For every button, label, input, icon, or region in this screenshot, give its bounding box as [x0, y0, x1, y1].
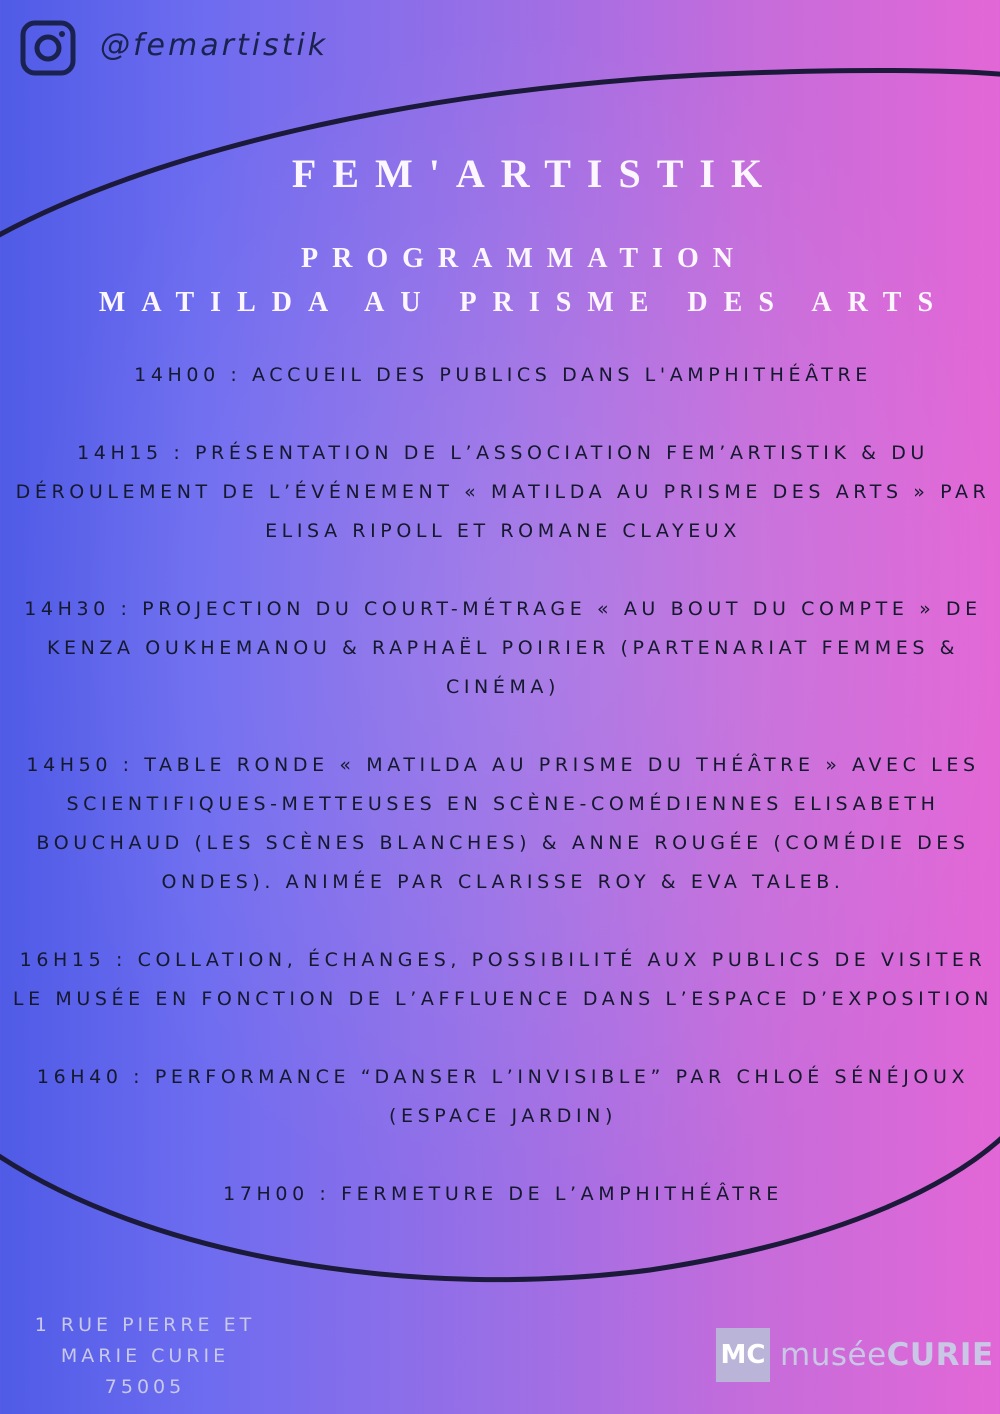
program-item-1450: 14H50 : TABLE RONDE « MATILDA AU PRISME DU THÉÂTRE » AVEC LES SCIENTIFIQUES-METTEUSES EN SCÈNE-COMÉDIENNES ELISABETH BOUCHAUD (LES SCÈNES BLANCHES) & ANNE ROUGÉE (COMÉDIE DES ONDES). ANIMÉE PAR CLARISSE ROY & EVA TALEB. — [26, 754, 980, 893]
logo-text-curie: CURIE — [886, 1337, 994, 1373]
program-list — [8, 356, 998, 1253]
instagram-icon[interactable] — [20, 20, 76, 76]
program-item-1415: 14H15 : PRÉSENTATION DE L’ASSOCIATION FEM’ARTISTIK & DU DÉROULEMENT DE L’ÉVÉNEMENT « MATILDA AU PRISME DES ARTS » PAR ELISA RIPOLL ET ROMANE CLAYEUX — [15, 442, 991, 542]
musee-curie-logo — [716, 1328, 994, 1382]
address — [25, 1310, 265, 1403]
subtitle-event-name: MATILDA AU PRISME DES ARTS — [98, 287, 950, 318]
logo-mark: MC — [716, 1328, 770, 1382]
program-item-1430: 14H30 : PROJECTION DU COURT-MÉTRAGE « AU BOUT DU COMPTE » DE KENZA OUKHEMANOU & RAPHAËL POIRIER (PARTENARIAT FEMMES & CINÉMA) — [24, 598, 982, 698]
program-item-1640: 16H40 : PERFORMANCE “DANSER L’INVISIBLE” PAR CHLOÉ SÉNÉJOUX (ESPACE JARDIN) — [36, 1066, 970, 1127]
logo-text — [780, 1337, 994, 1373]
program-item-1615: 16H15 : COLLATION, ÉCHANGES, POSSIBILITÉ AUX PUBLICS DE VISITER LE MUSÉE EN FONCTION DE L’AFFLUENCE DANS L’ESPACE D’EXPOSITION — [12, 949, 994, 1010]
address-line-2: MARIE CURIE — [60, 1345, 230, 1367]
subtitle-programmation: PROGRAMMATION — [301, 243, 747, 274]
program-item-1400: 14H00 : ACCUEIL DES PUBLICS DANS L'AMPHITHÉÂTRE — [134, 364, 872, 386]
address-line-3: 75005 — [104, 1376, 186, 1398]
page-title: FEM'ARTISTIK — [291, 151, 779, 196]
program-item-1700: 17H00 : FERMETURE DE L’AMPHITHÉÂTRE — [223, 1183, 783, 1205]
address-line-1: 1 RUE PIERRE ET — [34, 1314, 256, 1336]
logo-text-musee: musée — [780, 1337, 887, 1373]
instagram-handle[interactable]: @femartistik — [100, 28, 329, 63]
